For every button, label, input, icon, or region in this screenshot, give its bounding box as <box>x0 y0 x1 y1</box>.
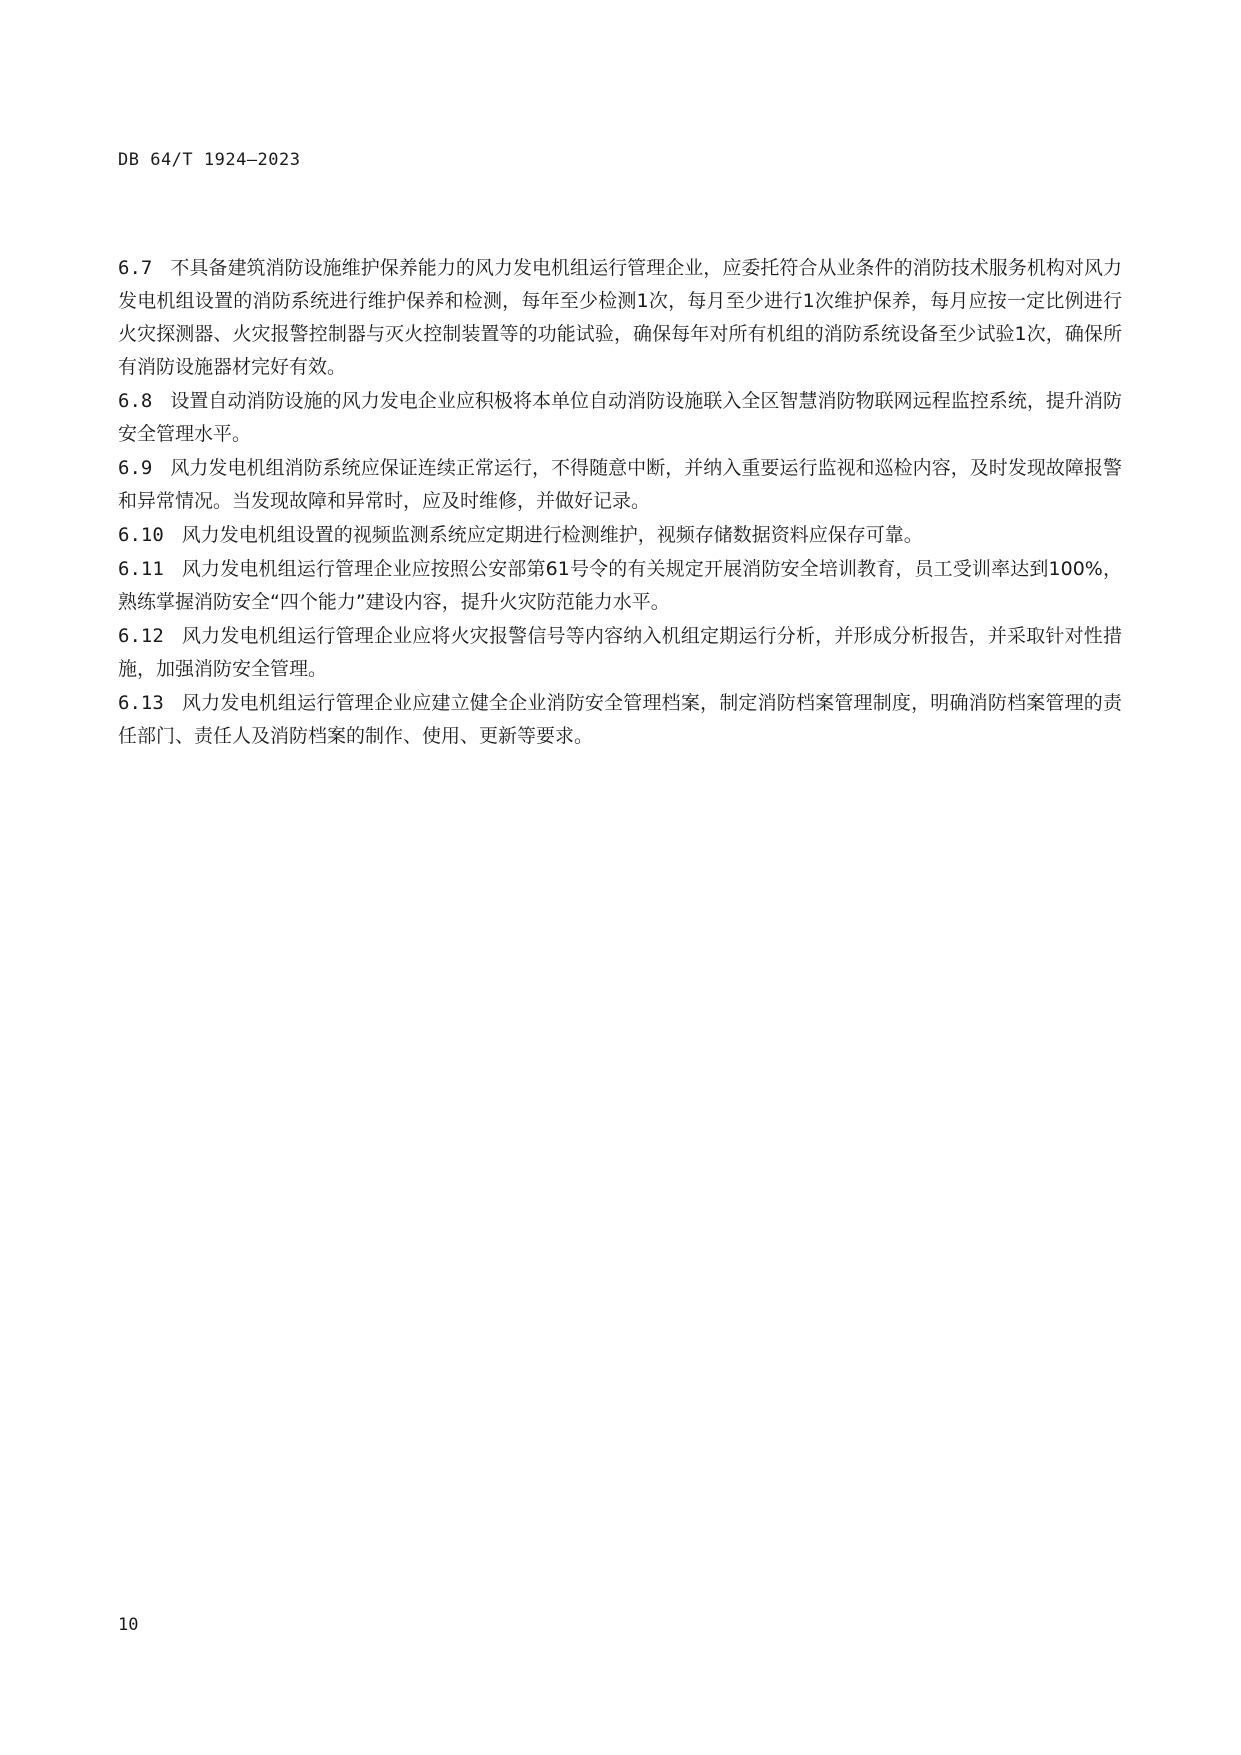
clause-number: 6.11 <box>118 558 164 580</box>
clause-number: 6.8 <box>118 390 153 412</box>
clause-text: 风力发电机组运行管理企业应将火灾报警信号等内容纳入机组定期运行分析，并形成分析报告，并采取针对性措施，加强消防安全管理。 <box>118 625 1122 680</box>
clause-text: 设置自动消防设施的风力发电企业应积极将本单位自动消防设施联入全区智慧消防物联网远程监控系统，提升消防安全管理水平。 <box>118 390 1122 445</box>
clause-6-11 <box>118 553 1122 619</box>
clause-6-8 <box>118 385 1122 451</box>
clause-6-13 <box>118 687 1122 753</box>
standard-code-header: DB 64/T 1924—2023 <box>118 150 301 170</box>
clause-6-10 <box>118 519 1122 552</box>
clause-6-9 <box>118 452 1122 518</box>
clause-text: 不具备建筑消防设施维护保养能力的风力发电机组运行管理企业，应委托符合从业条件的消防技术服务机构对风力发电机组设置的消防系统进行维护保养和检测，每年至少检测1次，每月至少进行1次维护保养，每月应按一定比例进行火灾探测器、火灾报警控制器与灭火控制装置等的功能试验，确保每年对所有机组的消防系统设备至少试验1次，确保所有消防设施器材完好有效。 <box>118 257 1122 378</box>
page-number: 10 <box>118 1615 139 1635</box>
clause-number: 6.7 <box>118 257 153 279</box>
clause-text: 风力发电机组运行管理企业应建立健全企业消防安全管理档案，制定消防档案管理制度，明确消防档案管理的责任部门、责任人及消防档案的制作、使用、更新等要求。 <box>118 692 1122 747</box>
clause-number: 6.12 <box>118 625 164 647</box>
clause-number: 6.10 <box>118 524 164 546</box>
document-body <box>118 252 1122 754</box>
clause-text: 风力发电机组消防系统应保证连续正常运行，不得随意中断，并纳入重要运行监视和巡检内容，及时发现故障报警和异常情况。当发现故障和异常时，应及时维修，并做好记录。 <box>118 457 1122 512</box>
clause-6-7 <box>118 252 1122 384</box>
clause-text: 风力发电机组运行管理企业应按照公安部第61号令的有关规定开展消防安全培训教育，员工受训率达到100%，熟练掌握消防安全“四个能力”建设内容，提升火灾防范能力水平。 <box>118 558 1122 613</box>
clause-text: 风力发电机组设置的视频监测系统应定期进行检测维护，视频存储数据资料应保存可靠。 <box>181 524 923 546</box>
clause-6-12 <box>118 620 1122 686</box>
clause-number: 6.9 <box>118 457 153 479</box>
clause-number: 6.13 <box>118 692 164 714</box>
